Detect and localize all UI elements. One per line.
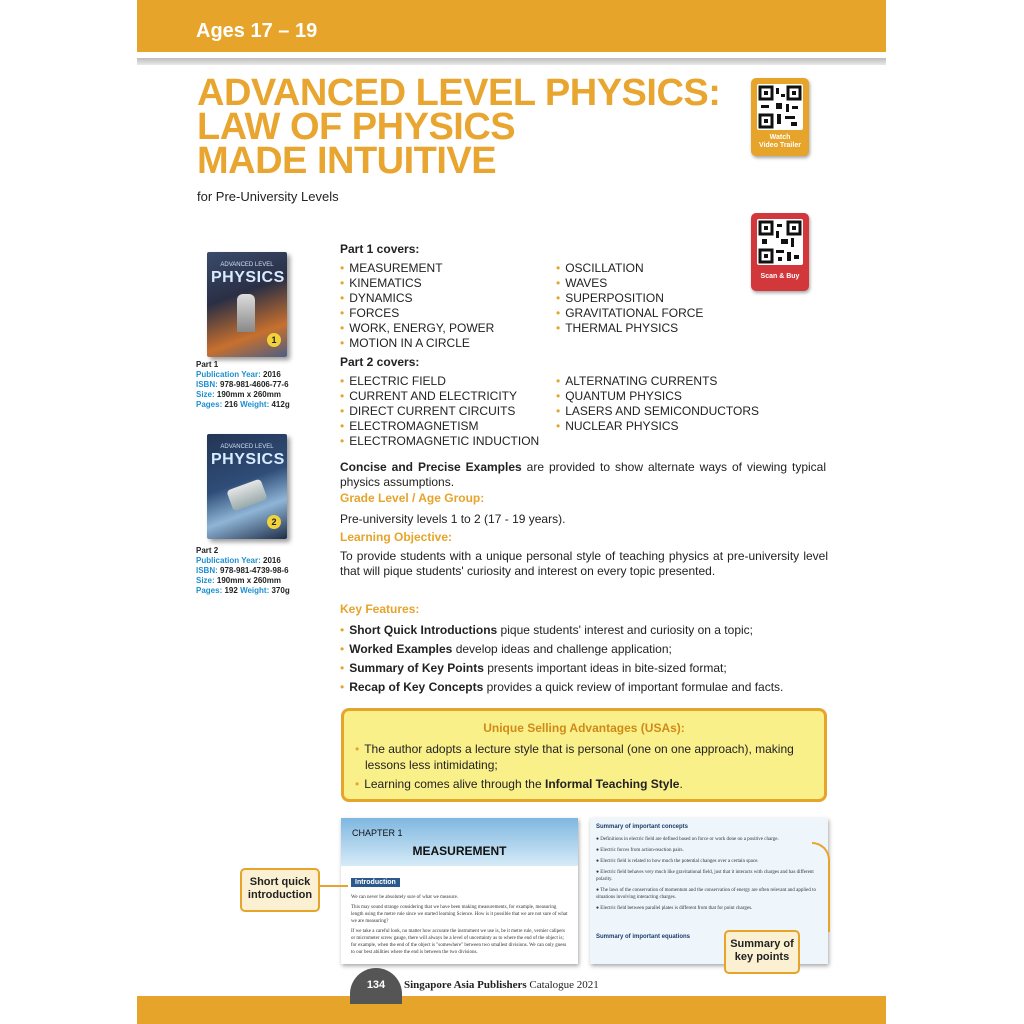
header-band (137, 0, 886, 52)
chapter-title: MEASUREMENT (412, 844, 507, 858)
list-item: • SUPERPOSITION (556, 291, 703, 306)
usa-item: • Learning comes alive through the Informal Teaching Style. (355, 776, 815, 792)
usa-box (341, 708, 827, 802)
title-line-3: MADE INTUITIVE (197, 140, 497, 182)
list-item: • ELECTRIC FIELD (340, 374, 539, 389)
list-item: • ELECTROMAGNETIC INDUCTION (340, 434, 539, 449)
list-item: • WORK, ENERGY, POWER (340, 321, 494, 336)
part1-list-col2 (556, 261, 703, 336)
list-item: • CURRENT AND ELECTRICITY (340, 389, 539, 404)
summary-item: ● Electric field is related to how much the potential changes over a certain space. (596, 859, 759, 864)
summary-heading: Summary of important concepts (596, 824, 689, 830)
list-item: • DIRECT CURRENT CIRCUITS (340, 404, 539, 419)
objective-heading: Learning Objective: (340, 530, 453, 544)
list-item: • FORCES (340, 306, 494, 321)
list-item: • NUCLEAR PHYSICS (556, 419, 759, 434)
title-line-1: ADVANCED LEVEL PHYSICS: (197, 72, 721, 114)
section-label: Introduction (351, 878, 400, 887)
part2-list-col2 (556, 374, 759, 434)
volume-badge: 2 (267, 515, 281, 529)
trailer-qr-code[interactable] (751, 78, 809, 156)
volume-badge: 1 (267, 333, 281, 347)
book-meta-part2: Part 2 Publication Year: 2016 ISBN: 978-981-4739-98-6 Size: 190mm x 260mm Pages: 192 Weight: 370g (196, 546, 290, 595)
list-item: • THERMAL PHYSICS (556, 321, 703, 336)
header-divider (137, 58, 886, 65)
part2-heading: Part 2 covers: (340, 355, 420, 369)
book-meta-part1: Part 1 Publication Year: 2016 ISBN: 978-981-4606-77-6 Size: 190mm x 260mm Pages: 216 Weight: 412g (196, 360, 290, 409)
callout-key-points: Summary of key points (724, 930, 800, 974)
buy-qr-caption: Scan & Buy (760, 273, 800, 280)
list-item: • MOTION IN A CIRCLE (340, 336, 494, 351)
page-subtitle: for Pre-University Levels (197, 189, 339, 204)
page-number-tab (350, 968, 402, 1004)
satellite-icon (226, 479, 267, 512)
list-item: • MEASUREMENT (340, 261, 494, 276)
summary-item: ● Definitions in electric field are defined based on force or work done on a positive charge. (596, 837, 779, 842)
page-number: 134 (366, 979, 386, 991)
list-item: • KINEMATICS (340, 276, 494, 291)
part1-list-col1 (340, 261, 494, 351)
list-item: • QUANTUM PHYSICS (556, 389, 759, 404)
feature-item: • Worked Examples develop ideas and challenge application; (340, 640, 783, 659)
list-item: • ALTERNATING CURRENTS (556, 374, 759, 389)
feature-item: • Summary of Key Points presents important ideas in bite-sized format; (340, 659, 783, 678)
part1-heading: Part 1 covers: (340, 242, 420, 256)
concise-paragraph: Concise and Precise Examples are provided to show alternate ways of viewing typical physics assumptions. (340, 460, 826, 489)
book-cover-part1: ADVANCED LEVEL PHYSICS 1 (207, 252, 287, 357)
feature-item: • Recap of Key Concepts provides a quick review of important formulae and facts. (340, 678, 783, 697)
usa-item: • The author adopts a lecture style that is personal (one on one approach), making lessons less intimidating; (355, 741, 815, 773)
buy-qr-code[interactable] (751, 213, 809, 291)
grade-heading: Grade Level / Age Group: (340, 491, 485, 505)
list-item: • ELECTROMAGNETISM (340, 419, 539, 434)
callout-short-intro: Short quick introduction (240, 868, 320, 912)
book-cover-part2: ADVANCED LEVEL PHYSICS 2 (207, 434, 287, 539)
list-item: • DYNAMICS (340, 291, 494, 306)
features-heading: Key Features: (340, 602, 420, 616)
features-list (340, 621, 783, 697)
grade-text: Pre-university levels 1 to 2 (17 - 19 years). (340, 512, 566, 526)
objective-text: To provide students with a unique personal style of teaching physics at pre-university level that will pique students' curiosity and interest on every topic presented. (340, 549, 828, 578)
equations-heading: Summary of important equations (596, 934, 691, 940)
summary-item: ● Electric field behaves very much like gravitational field, just that it interacts with charges and has different polarity. (596, 870, 814, 882)
callout-connector (812, 842, 830, 932)
page-title (197, 72, 757, 182)
callout-connector (318, 885, 348, 887)
usa-list (355, 741, 815, 792)
summary-item: ● Electric field between parallel plates is different from that for point charges. (596, 906, 753, 911)
title-line-2: LAW OF PHYSICS (197, 106, 516, 148)
qr-code-icon (757, 219, 803, 265)
usa-title: Unique Selling Advantages (USAs): (483, 721, 685, 735)
summary-item: ● Electric forces from action-reaction pairs. (596, 848, 684, 853)
sample-page-chapter: CHAPTER 1 MEASUREMENT Introduction We can never be absolutely sure of what we measure. This may sound strange considering that we have been making measurements, for example, measuring length using the metre rule since we started learning Science. How is it possible that we are not sure of what we are measuring? If we take a careful look, no matter how accurate the instrument we use is, be it metre rule, vernier calipers or micrometer screw gauge, there will always be a level of uncertainty as to where the end of the object is; for example, when the end of the object is "somewhere" between two smallest divisions. We can only guess to our best abilities where the end is between the two divisions. (341, 818, 578, 964)
footer-band (137, 996, 886, 1024)
list-item: • GRAVITATIONAL FORCE (556, 306, 703, 321)
list-item: • OSCILLATION (556, 261, 703, 276)
trailer-qr-caption: Watch Video Trailer (759, 134, 801, 149)
part2-list-col1 (340, 374, 539, 449)
rocket-icon (237, 294, 255, 332)
summary-item: ● The laws of the conservation of momentum and the conservation of energy are often relevant and applied to situations involving interacting charges. (596, 888, 816, 900)
age-label: Ages 17 – 19 (196, 20, 318, 42)
chapter-banner (341, 818, 578, 866)
footer-publisher: Singapore Asia Publishers Catalogue 2021 (404, 979, 599, 991)
chapter-label: CHAPTER 1 (352, 828, 403, 838)
feature-item: • Short Quick Introductions pique students' interest and curiosity on a topic; (340, 621, 783, 640)
qr-code-icon (757, 84, 803, 130)
list-item: • LASERS AND SEMICONDUCTORS (556, 404, 759, 419)
list-item: • WAVES (556, 276, 703, 291)
